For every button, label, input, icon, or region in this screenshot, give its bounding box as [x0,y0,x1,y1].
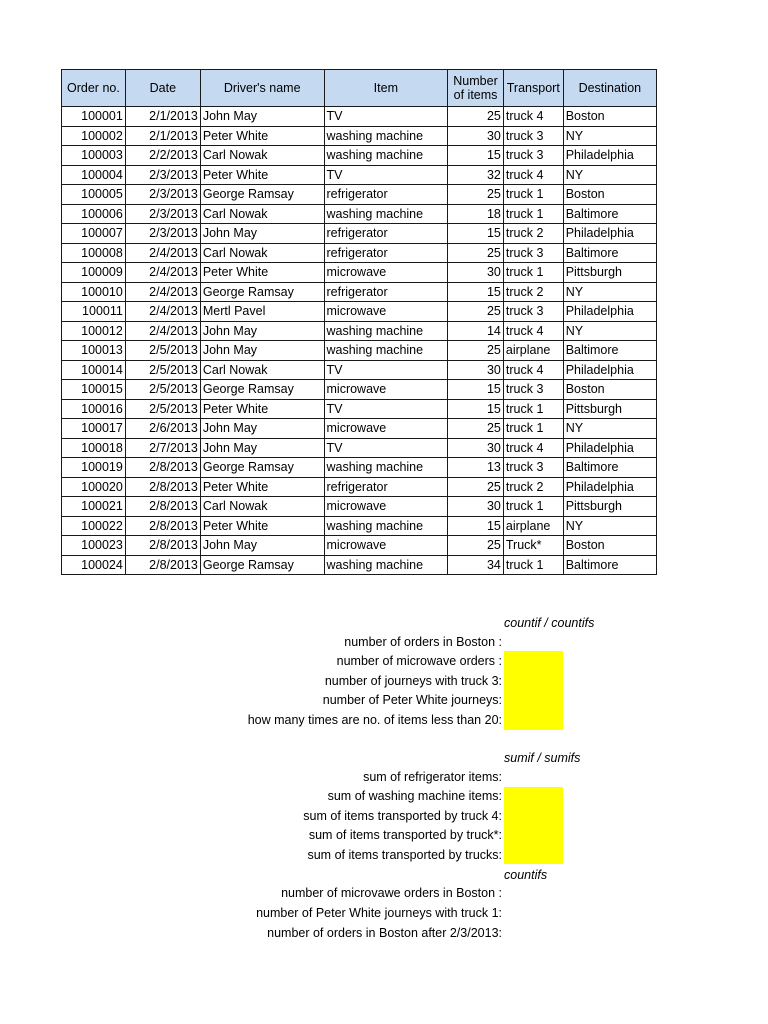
cell-driver[interactable]: John May [200,224,324,244]
table-row [62,380,657,400]
header-driver[interactable]: Driver's name [200,70,324,107]
cell-destination[interactable]: Boston [563,380,656,400]
cell-order-no[interactable]: 100009 [62,263,126,283]
table-row [62,419,657,439]
cell-driver[interactable]: George Ramsay [200,185,324,205]
table-row [62,126,657,146]
cell-transport[interactable]: truck 4 [503,438,563,458]
cell-date[interactable]: 2/8/2013 [125,458,200,478]
cell-number[interactable]: 25 [448,302,504,322]
cell-item[interactable]: TV [324,438,448,458]
cell-number[interactable]: 25 [448,185,504,205]
cell-driver[interactable]: John May [200,107,324,127]
cell-driver[interactable]: George Ramsay [200,380,324,400]
table-row [62,263,657,283]
cell-number[interactable]: 32 [448,165,504,185]
cell-order-no[interactable]: 100013 [62,341,126,361]
cell-number[interactable]: 25 [448,107,504,127]
cell-item[interactable]: refrigerator [324,243,448,263]
countif-question-label: number of orders in Boston : [344,635,502,649]
cell-order-no[interactable]: 100004 [62,165,126,185]
cell-driver[interactable]: Carl Nowak [200,204,324,224]
cell-number[interactable]: 15 [448,399,504,419]
countif-heading: countif / countifs [504,616,595,630]
cell-destination[interactable]: Philadelphia [563,146,656,166]
cell-number[interactable]: 14 [448,321,504,341]
cell-date[interactable]: 2/1/2013 [125,126,200,146]
cell-order-no[interactable]: 100012 [62,321,126,341]
cell-driver[interactable]: John May [200,341,324,361]
cell-transport[interactable]: truck 4 [503,321,563,341]
countif-answer-cells[interactable] [504,651,563,730]
cell-transport[interactable]: truck 1 [503,555,563,575]
cell-transport[interactable]: truck 3 [503,458,563,478]
cell-destination[interactable]: NY [563,419,656,439]
header-order-no[interactable]: Order no. [62,70,126,107]
cell-destination[interactable]: NY [563,321,656,341]
table-row [62,185,657,205]
cell-destination[interactable]: NY [563,282,656,302]
cell-transport[interactable]: truck 2 [503,282,563,302]
cell-destination[interactable]: Baltimore [563,243,656,263]
cell-destination[interactable]: Baltimore [563,204,656,224]
cell-number[interactable]: 30 [448,360,504,380]
cell-item[interactable]: TV [324,107,448,127]
cell-transport[interactable]: truck 1 [503,263,563,283]
countif-question-label: how many times are no. of items less than 20: [247,712,502,727]
cell-number[interactable]: 34 [448,555,504,575]
table-row [62,477,657,497]
header-number-of-items[interactable] [448,70,504,107]
cell-destination[interactable]: Philadelphia [563,438,656,458]
cell-item[interactable]: washing machine [324,516,448,536]
cell-item[interactable]: washing machine [324,458,448,478]
cell-transport[interactable]: airplane [503,516,563,536]
cell-transport[interactable]: truck 3 [503,380,563,400]
cell-number[interactable]: 25 [448,341,504,361]
cell-number[interactable]: 25 [448,419,504,439]
sumif-question-label: sum of items transported by trucks: [307,847,502,862]
cell-destination[interactable]: Baltimore [563,458,656,478]
cell-date[interactable]: 2/4/2013 [125,243,200,263]
cell-transport[interactable]: airplane [503,341,563,361]
cell-date[interactable]: 2/4/2013 [125,263,200,283]
cell-driver[interactable]: Peter White [200,126,324,146]
countifs-question-label: number of orders in Boston after 2/3/2013: [267,925,502,940]
cell-date[interactable]: 2/5/2013 [125,341,200,361]
cell-number[interactable]: 15 [448,224,504,244]
cell-order-no[interactable]: 100010 [62,282,126,302]
cell-number[interactable]: 25 [448,477,504,497]
cell-item[interactable]: washing machine [324,204,448,224]
cell-driver[interactable]: Peter White [200,477,324,497]
cell-transport[interactable]: truck 1 [503,185,563,205]
cell-order-no[interactable]: 100024 [62,555,126,575]
cell-driver[interactable]: George Ramsay [200,282,324,302]
cell-transport[interactable]: truck 2 [503,477,563,497]
cell-order-no[interactable]: 100021 [62,497,126,517]
table-row [62,497,657,517]
cell-date[interactable]: 2/3/2013 [125,165,200,185]
cell-date[interactable]: 2/4/2013 [125,302,200,322]
countif-question-label: number of Peter White journeys: [322,693,502,708]
cell-destination[interactable]: Baltimore [563,341,656,361]
header-destination[interactable]: Destination [563,70,656,107]
cell-number[interactable]: 15 [448,146,504,166]
header-row [62,70,657,107]
cell-item[interactable]: microwave [324,302,448,322]
cell-driver[interactable]: Carl Nowak [200,497,324,517]
table-row [62,321,657,341]
cell-item[interactable]: microwave [324,263,448,283]
countifs-question-label: number of microvawe orders in Boston : [281,886,502,900]
cell-driver[interactable]: George Ramsay [200,458,324,478]
cell-transport[interactable]: truck 4 [503,165,563,185]
sumif-question-label: sum of refrigerator items: [363,770,502,784]
cell-driver[interactable]: John May [200,536,324,556]
cell-order-no[interactable]: 100017 [62,419,126,439]
cell-date[interactable]: 2/3/2013 [125,204,200,224]
cell-number[interactable]: 18 [448,204,504,224]
cell-item[interactable]: microwave [324,497,448,517]
cell-number[interactable]: 15 [448,516,504,536]
table-row [62,516,657,536]
cell-number[interactable]: 25 [448,536,504,556]
table-row [62,536,657,556]
cell-destination[interactable]: NY [563,165,656,185]
cell-order-no[interactable]: 100016 [62,399,126,419]
cell-date[interactable]: 2/8/2013 [125,516,200,536]
cell-item[interactable]: microwave [324,380,448,400]
header-transport[interactable]: Transport [503,70,563,107]
cell-driver[interactable]: Peter White [200,516,324,536]
cell-order-no[interactable]: 100001 [62,107,126,127]
cell-transport[interactable]: truck 4 [503,360,563,380]
cell-destination[interactable]: Philadelphia [563,302,656,322]
cell-driver[interactable]: Carl Nowak [200,146,324,166]
cell-destination[interactable]: Philadelphia [563,224,656,244]
table-row [62,165,657,185]
cell-item[interactable]: washing machine [324,321,448,341]
sumif-heading: sumif / sumifs [504,751,581,765]
cell-transport[interactable]: truck 4 [503,107,563,127]
cell-order-no[interactable]: 100007 [62,224,126,244]
cell-date[interactable]: 2/5/2013 [125,380,200,400]
cell-item[interactable]: TV [324,165,448,185]
cell-number[interactable]: 30 [448,263,504,283]
sumif-question-label: sum of items transported by truck 4: [303,808,502,823]
cell-date[interactable]: 2/8/2013 [125,536,200,556]
cell-item[interactable]: washing machine [324,555,448,575]
table-row [62,555,657,575]
orders-table [61,69,657,575]
cell-transport[interactable]: truck 3 [503,126,563,146]
cell-destination[interactable]: Philadelphia [563,477,656,497]
cell-transport[interactable]: truck 3 [503,243,563,263]
table-row [62,107,657,127]
table-row [62,438,657,458]
cell-item[interactable]: refrigerator [324,477,448,497]
cell-transport[interactable]: truck 1 [503,419,563,439]
table-row [62,282,657,302]
sumif-question-label: sum of items transported by truck*: [308,828,502,843]
cell-order-no[interactable]: 100022 [62,516,126,536]
cell-order-no[interactable]: 100015 [62,380,126,400]
cell-date[interactable]: 2/7/2013 [125,438,200,458]
cell-transport[interactable]: truck 1 [503,204,563,224]
cell-number[interactable]: 15 [448,380,504,400]
cell-driver[interactable]: John May [200,438,324,458]
cell-transport[interactable]: Truck* [503,536,563,556]
cell-item[interactable]: microwave [324,419,448,439]
cell-destination[interactable]: Pittsburgh [563,497,656,517]
cell-destination[interactable]: Pittsburgh [563,399,656,419]
cell-order-no[interactable]: 100002 [62,126,126,146]
cell-item[interactable]: refrigerator [324,224,448,244]
cell-driver[interactable]: Peter White [200,165,324,185]
cell-driver[interactable]: John May [200,321,324,341]
cell-destination[interactable]: NY [563,126,656,146]
cell-date[interactable]: 2/8/2013 [125,497,200,517]
cell-order-no[interactable]: 100008 [62,243,126,263]
cell-order-no[interactable]: 100014 [62,360,126,380]
cell-order-no[interactable]: 100011 [62,302,126,322]
table-row [62,341,657,361]
table-row [62,360,657,380]
cell-destination[interactable]: Boston [563,536,656,556]
cell-destination[interactable]: Pittsburgh [563,263,656,283]
cell-number[interactable]: 30 [448,497,504,517]
cell-item[interactable]: refrigerator [324,282,448,302]
cell-date[interactable]: 2/3/2013 [125,185,200,205]
cell-date[interactable]: 2/5/2013 [125,399,200,419]
cell-driver[interactable]: George Ramsay [200,555,324,575]
cell-date[interactable]: 2/4/2013 [125,282,200,302]
cell-driver[interactable]: Carl Nowak [200,243,324,263]
cell-number[interactable]: 15 [448,282,504,302]
cell-order-no[interactable]: 100005 [62,185,126,205]
cell-transport[interactable]: truck 2 [503,224,563,244]
cell-order-no[interactable]: 100018 [62,438,126,458]
cell-driver[interactable]: Peter White [200,263,324,283]
countifs-question-label: number of Peter White journeys with truck 1: [256,905,502,920]
cell-date[interactable]: 2/1/2013 [125,107,200,127]
cell-destination[interactable]: Philadelphia [563,360,656,380]
cell-number[interactable]: 25 [448,243,504,263]
table-row [62,399,657,419]
cell-item[interactable]: washing machine [324,341,448,361]
cell-date[interactable]: 2/8/2013 [125,555,200,575]
cell-item[interactable]: refrigerator [324,185,448,205]
table-row [62,302,657,322]
cell-order-no[interactable]: 100003 [62,146,126,166]
cell-item[interactable]: microwave [324,536,448,556]
cell-date[interactable]: 2/5/2013 [125,360,200,380]
cell-transport[interactable]: truck 3 [503,146,563,166]
cell-item[interactable]: TV [324,399,448,419]
cell-order-no[interactable]: 100006 [62,204,126,224]
cell-number[interactable]: 13 [448,458,504,478]
header-number-line2: of items [453,88,498,102]
cell-destination[interactable]: Boston [563,107,656,127]
cell-driver[interactable]: Peter White [200,399,324,419]
cell-destination[interactable]: Boston [563,185,656,205]
cell-item[interactable]: washing machine [324,126,448,146]
countif-question-label: number of journeys with truck 3: [324,673,502,688]
cell-transport[interactable]: truck 3 [503,302,563,322]
cell-number[interactable]: 30 [448,126,504,146]
cell-date[interactable]: 2/6/2013 [125,419,200,439]
header-number-line1: Number [453,74,498,88]
cell-driver[interactable]: John May [200,419,324,439]
cell-order-no[interactable]: 100019 [62,458,126,478]
cell-date[interactable]: 2/3/2013 [125,224,200,244]
header-date[interactable]: Date [125,70,200,107]
countifs-heading: countifs [504,868,548,882]
cell-date[interactable]: 2/4/2013 [125,321,200,341]
cell-date[interactable]: 2/8/2013 [125,477,200,497]
cell-transport[interactable]: truck 1 [503,399,563,419]
cell-driver[interactable]: Mertl Pavel [200,302,324,322]
table-row [62,224,657,244]
cell-destination[interactable]: Baltimore [563,555,656,575]
table-row [62,243,657,263]
table-row [62,204,657,224]
cell-driver[interactable]: Carl Nowak [200,360,324,380]
table-body [62,107,657,575]
table-row [62,146,657,166]
cell-item[interactable]: TV [324,360,448,380]
cell-order-no[interactable]: 100023 [62,536,126,556]
cell-destination[interactable]: NY [563,516,656,536]
table-row [62,458,657,478]
cell-order-no[interactable]: 100020 [62,477,126,497]
sumif-question-label: sum of washing machine items: [327,789,502,804]
cell-date[interactable]: 2/2/2013 [125,146,200,166]
cell-number[interactable]: 30 [448,438,504,458]
header-item[interactable]: Item [324,70,448,107]
cell-transport[interactable]: truck 1 [503,497,563,517]
cell-item[interactable]: washing machine [324,146,448,166]
sumif-answer-cells[interactable] [504,787,563,864]
countif-question-label: number of microwave orders : [336,654,502,669]
